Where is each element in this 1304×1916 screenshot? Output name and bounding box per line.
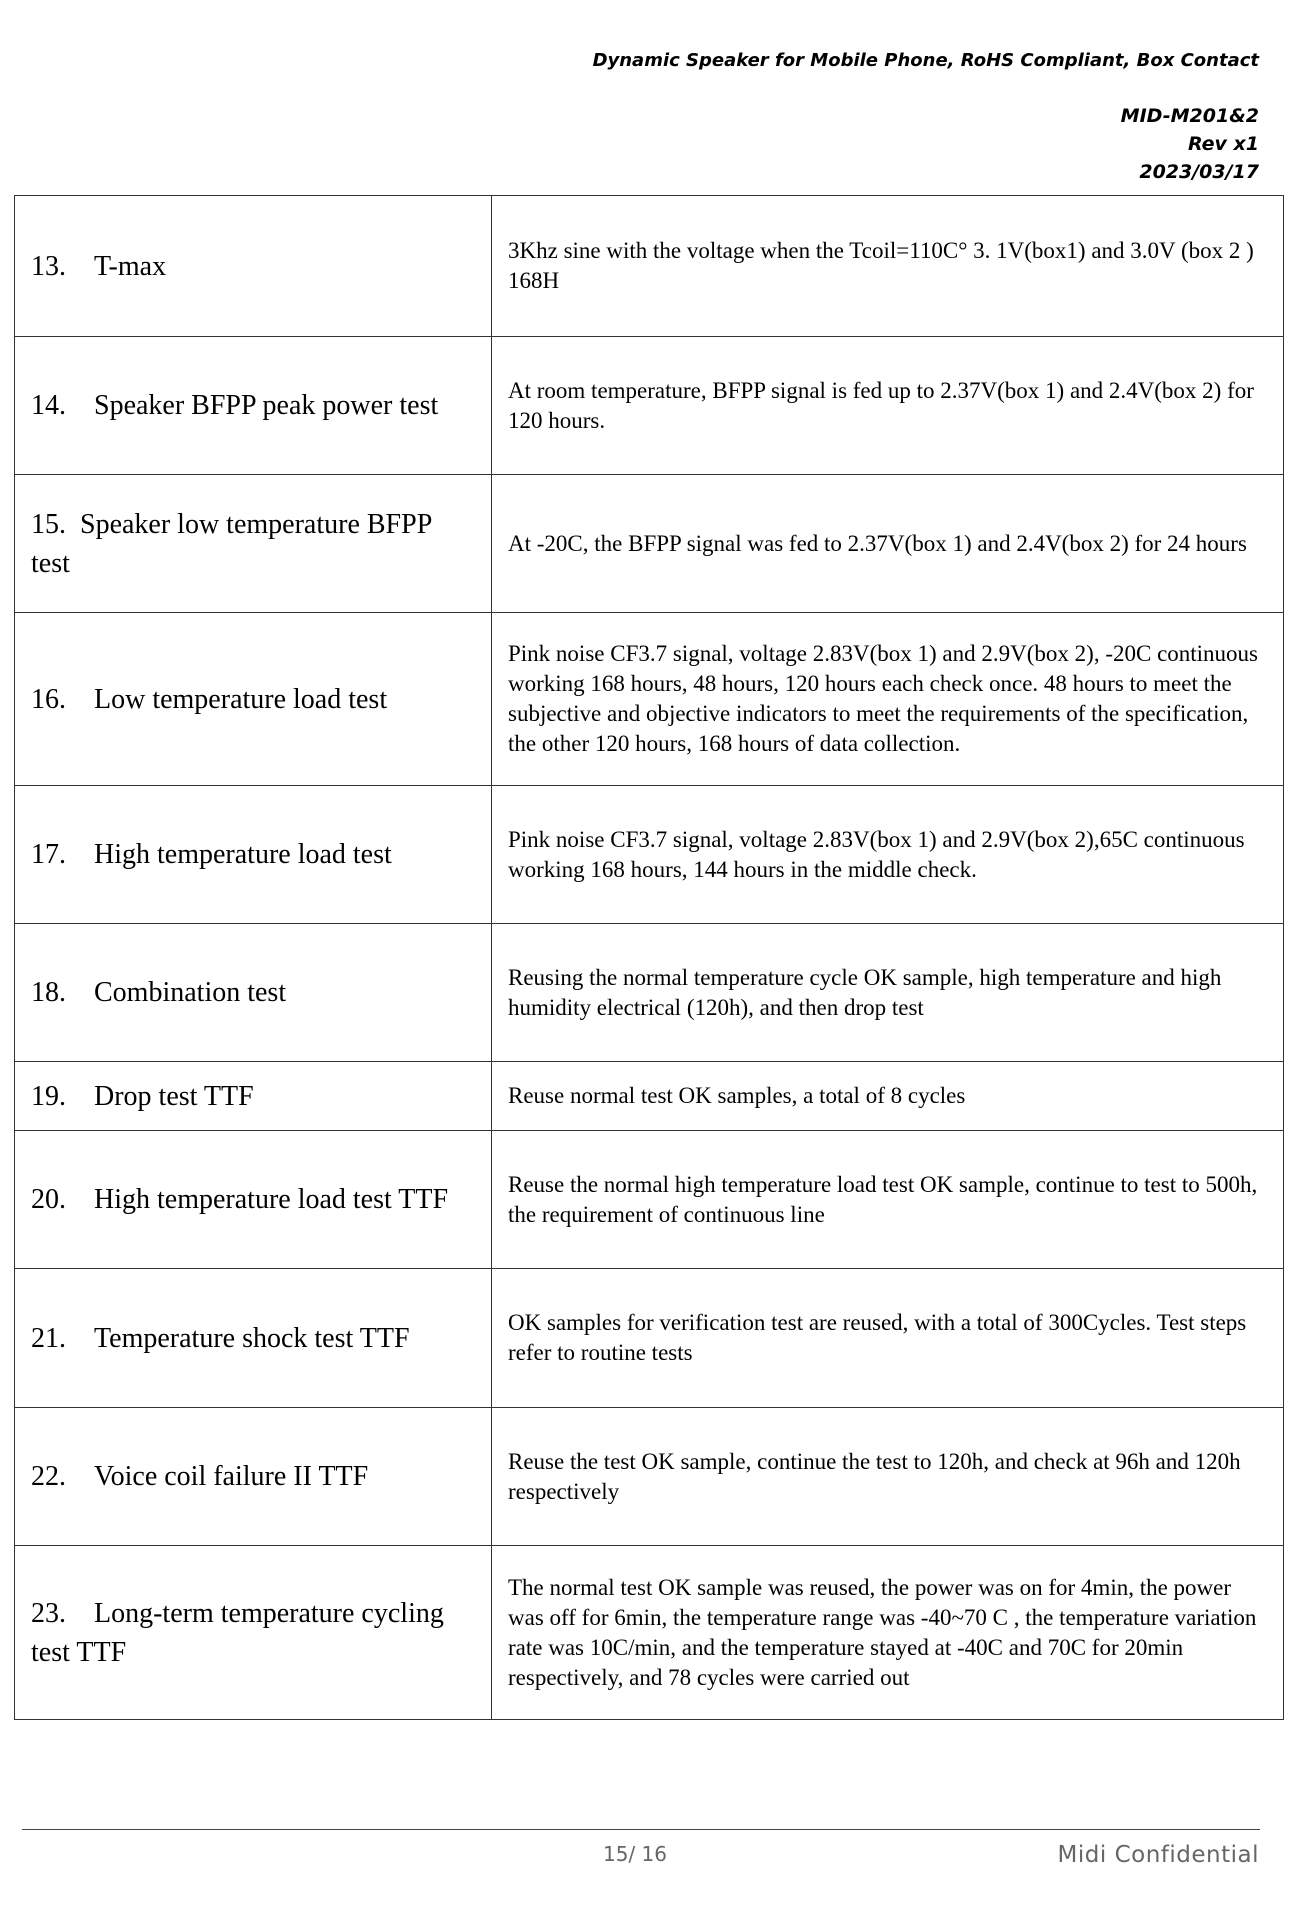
test-description-cell: Reuse the test OK sample, continue the test to 120h, and check at 96h and 120h respectively bbox=[492, 1408, 1284, 1546]
test-item-cell: 16. Low temperature load test bbox=[15, 613, 492, 786]
page-header bbox=[593, 48, 1259, 186]
document-date: 2023/03/17 bbox=[1139, 161, 1259, 183]
page-number: 15/ 16 bbox=[603, 1842, 667, 1866]
test-description-cell: 3Khz sine with the voltage when the Tcoil=110C° 3. 1V(box1) and 3.0V (box 2 ) 168H bbox=[492, 196, 1284, 337]
test-item-cell: 18. Combination test bbox=[15, 924, 492, 1062]
test-item-cell: 22. Voice coil failure II TTF bbox=[15, 1408, 492, 1546]
test-description-cell: Pink noise CF3.7 signal, voltage 2.83V(box 1) and 2.9V(box 2), -20C continuous working 168 hours, 48 hours, 120 hours each check once. 48 hours to meet the subjective and objective indicators to meet the requirements of the specification, the other 120 hours, 168 hours of data collection. bbox=[492, 613, 1284, 786]
table-row bbox=[15, 1269, 1284, 1408]
document-title: Dynamic Speaker for Mobile Phone, RoHS Compliant, Box Contact bbox=[592, 50, 1259, 71]
footer-divider bbox=[22, 1829, 1260, 1830]
test-item-cell: 19. Drop test TTF bbox=[15, 1062, 492, 1131]
test-description-cell: At -20C, the BFPP signal was fed to 2.37V(box 1) and 2.4V(box 2) for 24 hours bbox=[492, 475, 1284, 613]
table-row bbox=[15, 924, 1284, 1062]
test-item-cell: 20. High temperature load test TTF bbox=[15, 1131, 492, 1269]
confidential-label: Midi Confidential bbox=[1057, 1842, 1259, 1868]
test-description-cell: At room temperature, BFPP signal is fed up to 2.37V(box 1) and 2.4V(box 2) for 120 hours. bbox=[492, 337, 1284, 475]
test-item-cell: 13. T-max bbox=[15, 196, 492, 337]
test-item-cell: 17. High temperature load test bbox=[15, 786, 492, 924]
document-id: MID-M201&2 bbox=[1120, 105, 1259, 127]
table-row bbox=[15, 1131, 1284, 1269]
test-description-cell: Reusing the normal temperature cycle OK sample, high temperature and high humidity electrical (120h), and then drop test bbox=[492, 924, 1284, 1062]
table-row bbox=[15, 786, 1284, 924]
test-item-cell: 15. Speaker low temperature BFPP test bbox=[15, 475, 492, 613]
test-spec-table bbox=[14, 195, 1284, 1720]
table-row bbox=[15, 196, 1284, 337]
table-row bbox=[15, 1062, 1284, 1131]
table-row bbox=[15, 1408, 1284, 1546]
test-item-cell: 14. Speaker BFPP peak power test bbox=[15, 337, 492, 475]
test-description-cell: Pink noise CF3.7 signal, voltage 2.83V(box 1) and 2.9V(box 2),65C continuous working 168 hours, 144 hours in the middle check. bbox=[492, 786, 1284, 924]
test-item-cell: 21. Temperature shock test TTF bbox=[15, 1269, 492, 1408]
test-item-cell: 23. Long-term temperature cycling test TTF bbox=[15, 1546, 492, 1720]
test-description-cell: Reuse the normal high temperature load test OK sample, continue to test to 500h, the requirement of continuous line bbox=[492, 1131, 1284, 1269]
test-description-cell: The normal test OK sample was reused, the power was on for 4min, the power was off for 6min, the temperature range was -40~70 C , the temperature variation rate was 10C/min, and the temperature stayed at -40C and 70C for 20min respectively, and 78 cycles were carried out bbox=[492, 1546, 1284, 1720]
revision: Rev x1 bbox=[1187, 133, 1259, 155]
test-description-cell: OK samples for verification test are reused, with a total of 300Cycles. Test steps refer to routine tests bbox=[492, 1269, 1284, 1408]
table-row bbox=[15, 337, 1284, 475]
table-row bbox=[15, 475, 1284, 613]
test-description-cell: Reuse normal test OK samples, a total of 8 cycles bbox=[492, 1062, 1284, 1131]
table-row bbox=[15, 1546, 1284, 1720]
table-row bbox=[15, 613, 1284, 786]
